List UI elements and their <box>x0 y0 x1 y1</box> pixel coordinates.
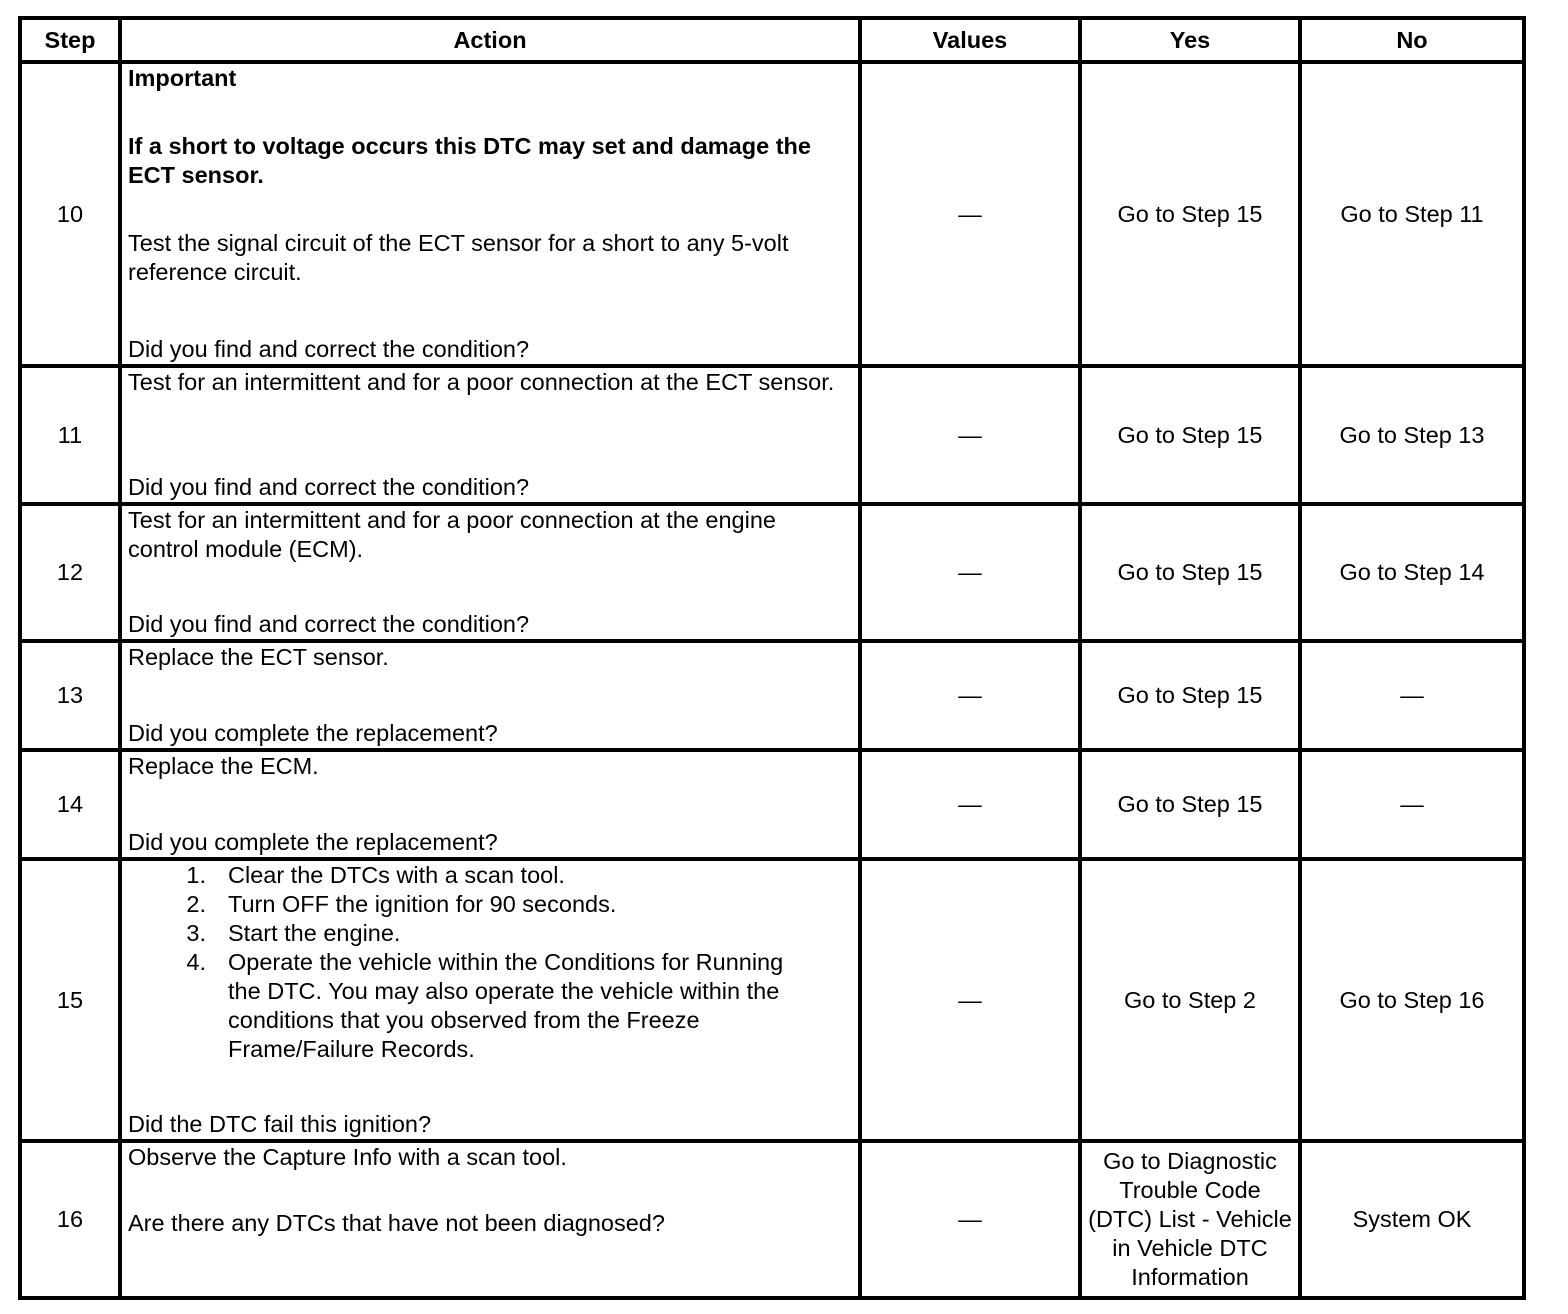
yes-cell: Go to Step 2 <box>1080 859 1300 1141</box>
action-cell <box>120 62 860 366</box>
list-item-number: 4. <box>186 949 206 975</box>
list-item <box>128 890 852 919</box>
procedure-list <box>128 861 852 1064</box>
values-cell: — <box>860 366 1080 504</box>
action-question: Did you complete the replacement? <box>128 720 498 746</box>
values-cell: — <box>860 859 1080 1141</box>
action-instruction: Replace the ECM. <box>128 753 319 779</box>
step-number: 11 <box>20 366 120 504</box>
values-cell: — <box>860 750 1080 859</box>
header-values: Values <box>860 18 1080 62</box>
action-cell <box>120 366 860 504</box>
header-step: Step <box>20 18 120 62</box>
table-row <box>20 750 1524 859</box>
step-number: 14 <box>20 750 120 859</box>
table-row <box>20 641 1524 750</box>
header-no: No <box>1300 18 1524 62</box>
action-instruction: Replace the ECT sensor. <box>128 644 389 670</box>
list-item-text: Start the engine. <box>228 920 401 946</box>
action-instruction: Observe the Capture Info with a scan tool. <box>128 1144 567 1170</box>
diagnostic-table <box>18 16 1526 1300</box>
action-cell <box>120 1141 860 1298</box>
yes-cell: Go to Step 15 <box>1080 641 1300 750</box>
table-row <box>20 504 1524 641</box>
values-cell: — <box>860 62 1080 366</box>
action-question: Did the DTC fail this ignition? <box>128 1111 432 1137</box>
list-item-number: 2. <box>186 891 206 917</box>
yes-cell: Go to Step 15 <box>1080 62 1300 366</box>
action-question: Did you complete the replacement? <box>128 829 498 855</box>
header-row <box>20 18 1524 62</box>
action-instruction: Test for an intermittent and for a poor connection at the engine control module (ECM). <box>128 507 776 562</box>
list-item-number: 3. <box>186 920 206 946</box>
values-cell: — <box>860 641 1080 750</box>
list-item <box>128 948 852 1064</box>
action-cell <box>120 750 860 859</box>
action-cell <box>120 504 860 641</box>
action-question: Are there any DTCs that have not been diagnosed? <box>128 1210 665 1236</box>
table-row <box>20 62 1524 366</box>
list-item-text: Turn OFF the ignition for 90 seconds. <box>228 891 617 917</box>
action-instruction: Test for an intermittent and for a poor connection at the ECT sensor. <box>128 369 835 395</box>
header-action: Action <box>120 18 860 62</box>
yes-cell: Go to Step 15 <box>1080 366 1300 504</box>
list-item <box>128 861 852 890</box>
no-cell: — <box>1300 750 1524 859</box>
step-number: 13 <box>20 641 120 750</box>
table-row <box>20 366 1524 504</box>
action-question: Did you find and correct the condition? <box>128 611 530 637</box>
action-instruction: Test the signal circuit of the ECT sensor for a short to any 5-volt reference circuit. <box>128 230 789 285</box>
action-cell <box>120 859 860 1141</box>
list-item <box>128 919 852 948</box>
action-question: Did you find and correct the condition? <box>128 336 530 362</box>
no-cell: System OK <box>1300 1141 1524 1298</box>
yes-cell: Go to Step 15 <box>1080 504 1300 641</box>
no-cell: Go to Step 16 <box>1300 859 1524 1141</box>
action-question: Did you find and correct the condition? <box>128 474 530 500</box>
step-number: 15 <box>20 859 120 1141</box>
list-item-number: 1. <box>186 862 206 888</box>
step-number: 12 <box>20 504 120 641</box>
list-item-text: Clear the DTCs with a scan tool. <box>228 862 565 888</box>
important-text: If a short to voltage occurs this DTC may set and damage the ECT sensor. <box>128 133 811 188</box>
important-label: Important <box>128 65 237 91</box>
no-cell: Go to Step 14 <box>1300 504 1524 641</box>
values-cell: — <box>860 504 1080 641</box>
yes-cell: Go to Step 15 <box>1080 750 1300 859</box>
table-row <box>20 1141 1524 1298</box>
table-row <box>20 859 1524 1141</box>
list-item-text: Operate the vehicle within the Conditions for Running the DTC. You may also operate the vehicle within the conditions that you observed from the Freeze Frame/Failure Records. <box>228 949 784 1062</box>
yes-cell: Go to Diagnostic Trouble Code (DTC) List - Vehicle in Vehicle DTC Information <box>1080 1141 1300 1298</box>
values-cell: — <box>860 1141 1080 1298</box>
step-number: 10 <box>20 62 120 366</box>
step-number: 16 <box>20 1141 120 1298</box>
no-cell: — <box>1300 641 1524 750</box>
no-cell: Go to Step 11 <box>1300 62 1524 366</box>
no-cell: Go to Step 13 <box>1300 366 1524 504</box>
header-yes: Yes <box>1080 18 1300 62</box>
action-cell <box>120 641 860 750</box>
